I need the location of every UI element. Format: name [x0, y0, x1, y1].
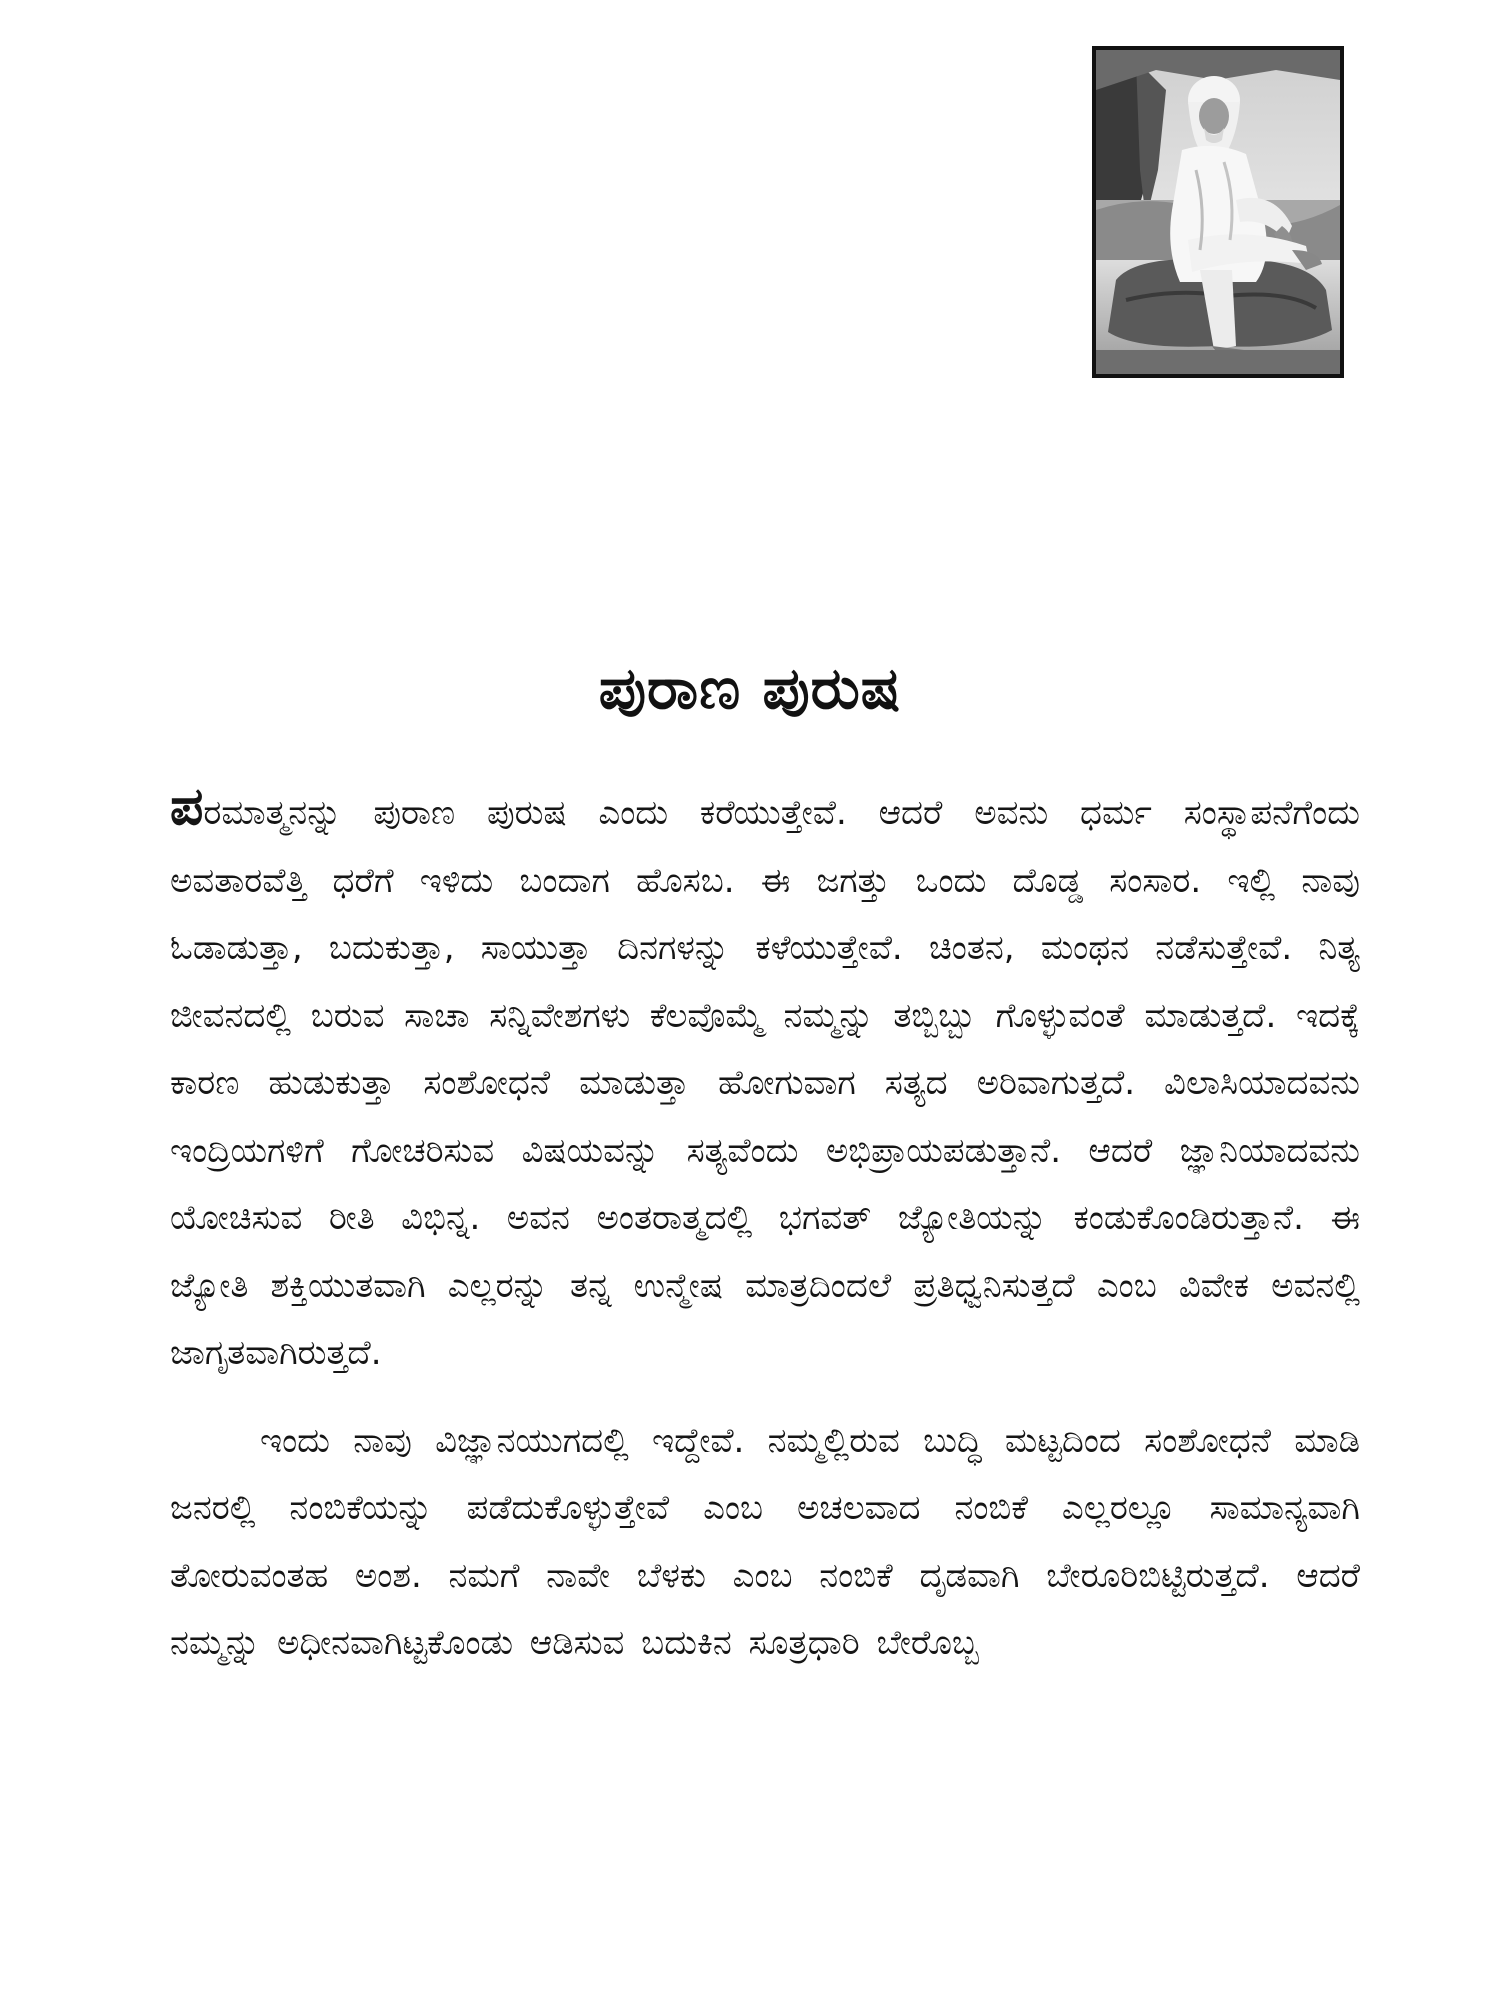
paragraph-1-first-letter: ಪ	[170, 777, 204, 837]
portrait-photo	[1092, 46, 1344, 378]
paragraph-2: ಇಂದು ನಾವು ವಿಜ್ಞಾನಯುಗದಲ್ಲಿ ಇದ್ದೇವೆ. ನಮ್ಮಲ್ಲಿರುವ ಬುದ್ಧಿ ಮಟ್ಟದಿಂದ ಸಂಶೋಧನೆ ಮಾಡಿ ಜನರಲ್ಲಿ ನಂಬಿಕೆಯನ್ನು ಪಡೆದುಕೊಳ್ಳುತ್ತೇವೆ ಎಂಬ ಅಚಲವಾದ ನಂಬಿಕೆ ಎಲ್ಲರಲ್ಲೂ ಸಾಮಾನ್ಯವಾಗಿ ತೋರುವಂತಹ ಅಂಶ. ನಮಗೆ ನಾವೇ ಬೆಳಕು ಎಂಬ ನಂಬಿಕೆ ದೃಡವಾಗಿ ಬೇರೂರಿಬಿಟ್ಟಿರುತ್ತದೆ. ಆದರೆ ನಮ್ಮನ್ನು ಅಧೀನವಾಗಿಟ್ಟಕೊಂಡು ಆಡಿಸುವ ಬದುಕಿನ ಸೂತ್ರಧಾರಿ ಬೇರೊಬ್ಬ	[170, 1420, 1360, 1663]
saint-portrait-illustration	[1096, 50, 1340, 374]
paragraph-1-text: ರಮಾತ್ಮನನ್ನು ಪುರಾಣ ಪುರುಷ ಎಂದು ಕರೆಯುತ್ತೇವೆ. ಆದರೆ ಅವನು ಧರ್ಮ ಸಂಸ್ಥಾಪನೆಗೆಂದು ಅವತಾರವೆತ್ತಿ ಧರೆಗೆ ಇಳಿದು ಬಂದಾಗ ಹೊಸಬ. ಈ ಜಗತ್ತು ಒಂದು ದೊಡ್ಡ ಸಂಸಾರ. ಇಲ್ಲಿ ನಾವು ಓಡಾಡುತ್ತಾ, ಬದುಕುತ್ತಾ, ಸಾಯುತ್ತಾ ದಿನಗಳನ್ನು ಕಳೆಯುತ್ತೇವೆ. ಚಿಂತನ, ಮಂಥನ ನಡೆಸುತ್ತೇವೆ. ನಿತ್ಯ ಜೀವನದಲ್ಲಿ ಬರುವ ಸಾಚಾ ಸನ್ನಿವೇಶಗಳು ಕೆಲವೊಮ್ಮೆ ನಮ್ಮನ್ನು ತಬ್ಬಿಬ್ಬು ಗೊಳ್ಳುವಂತೆ ಮಾಡುತ್ತದೆ. ಇದಕ್ಕೆ ಕಾರಣ ಹುಡುಕುತ್ತಾ ಸಂಶೋಧನೆ ಮಾಡುತ್ತಾ ಹೋಗುವಾಗ ಸತ್ಯದ ಅರಿವಾಗುತ್ತದೆ. ವಿಲಾಸಿಯಾದವನು ಇಂದ್ರಿಯಗಳಿಗೆ ಗೋಚರಿಸುವ ವಿಷಯವನ್ನು ಸತ್ಯವೆಂದು ಅಭಿಪ್ರಾಯಪಡುತ್ತಾನೆ. ಆದರೆ ಜ್ಞಾನಿಯಾದವನು ಯೋಚಿಸುವ ರೀತಿ ವಿಭಿನ್ನ. ಅವನ ಅಂತರಾತ್ಮದಲ್ಲಿ ಭಗವತ್ ಜ್ಯೋತಿಯನ್ನು ಕಂಡುಕೊಂಡಿರುತ್ತಾನೆ. ಈ ಜ್ಯೋತಿ ಶಕ್ತಿಯುತವಾಗಿ ಎಲ್ಲರನ್ನು ತನ್ನ ಉನ್ಮೇಷ ಮಾತ್ರದಿಂದಲೆ ಪ್ರತಿಧ್ವನಿಸುತ್ತದೆ ಎಂಬ ವಿವೇಕ ಅವನಲ್ಲಿ ಜಾಗೃತವಾಗಿರುತ್ತದೆ.	[170, 793, 1360, 1373]
page-title: ಪುರಾಣ ಪುರುಷ	[598, 654, 902, 722]
paragraph-1	[170, 777, 1360, 1388]
body-text	[170, 777, 1360, 1678]
